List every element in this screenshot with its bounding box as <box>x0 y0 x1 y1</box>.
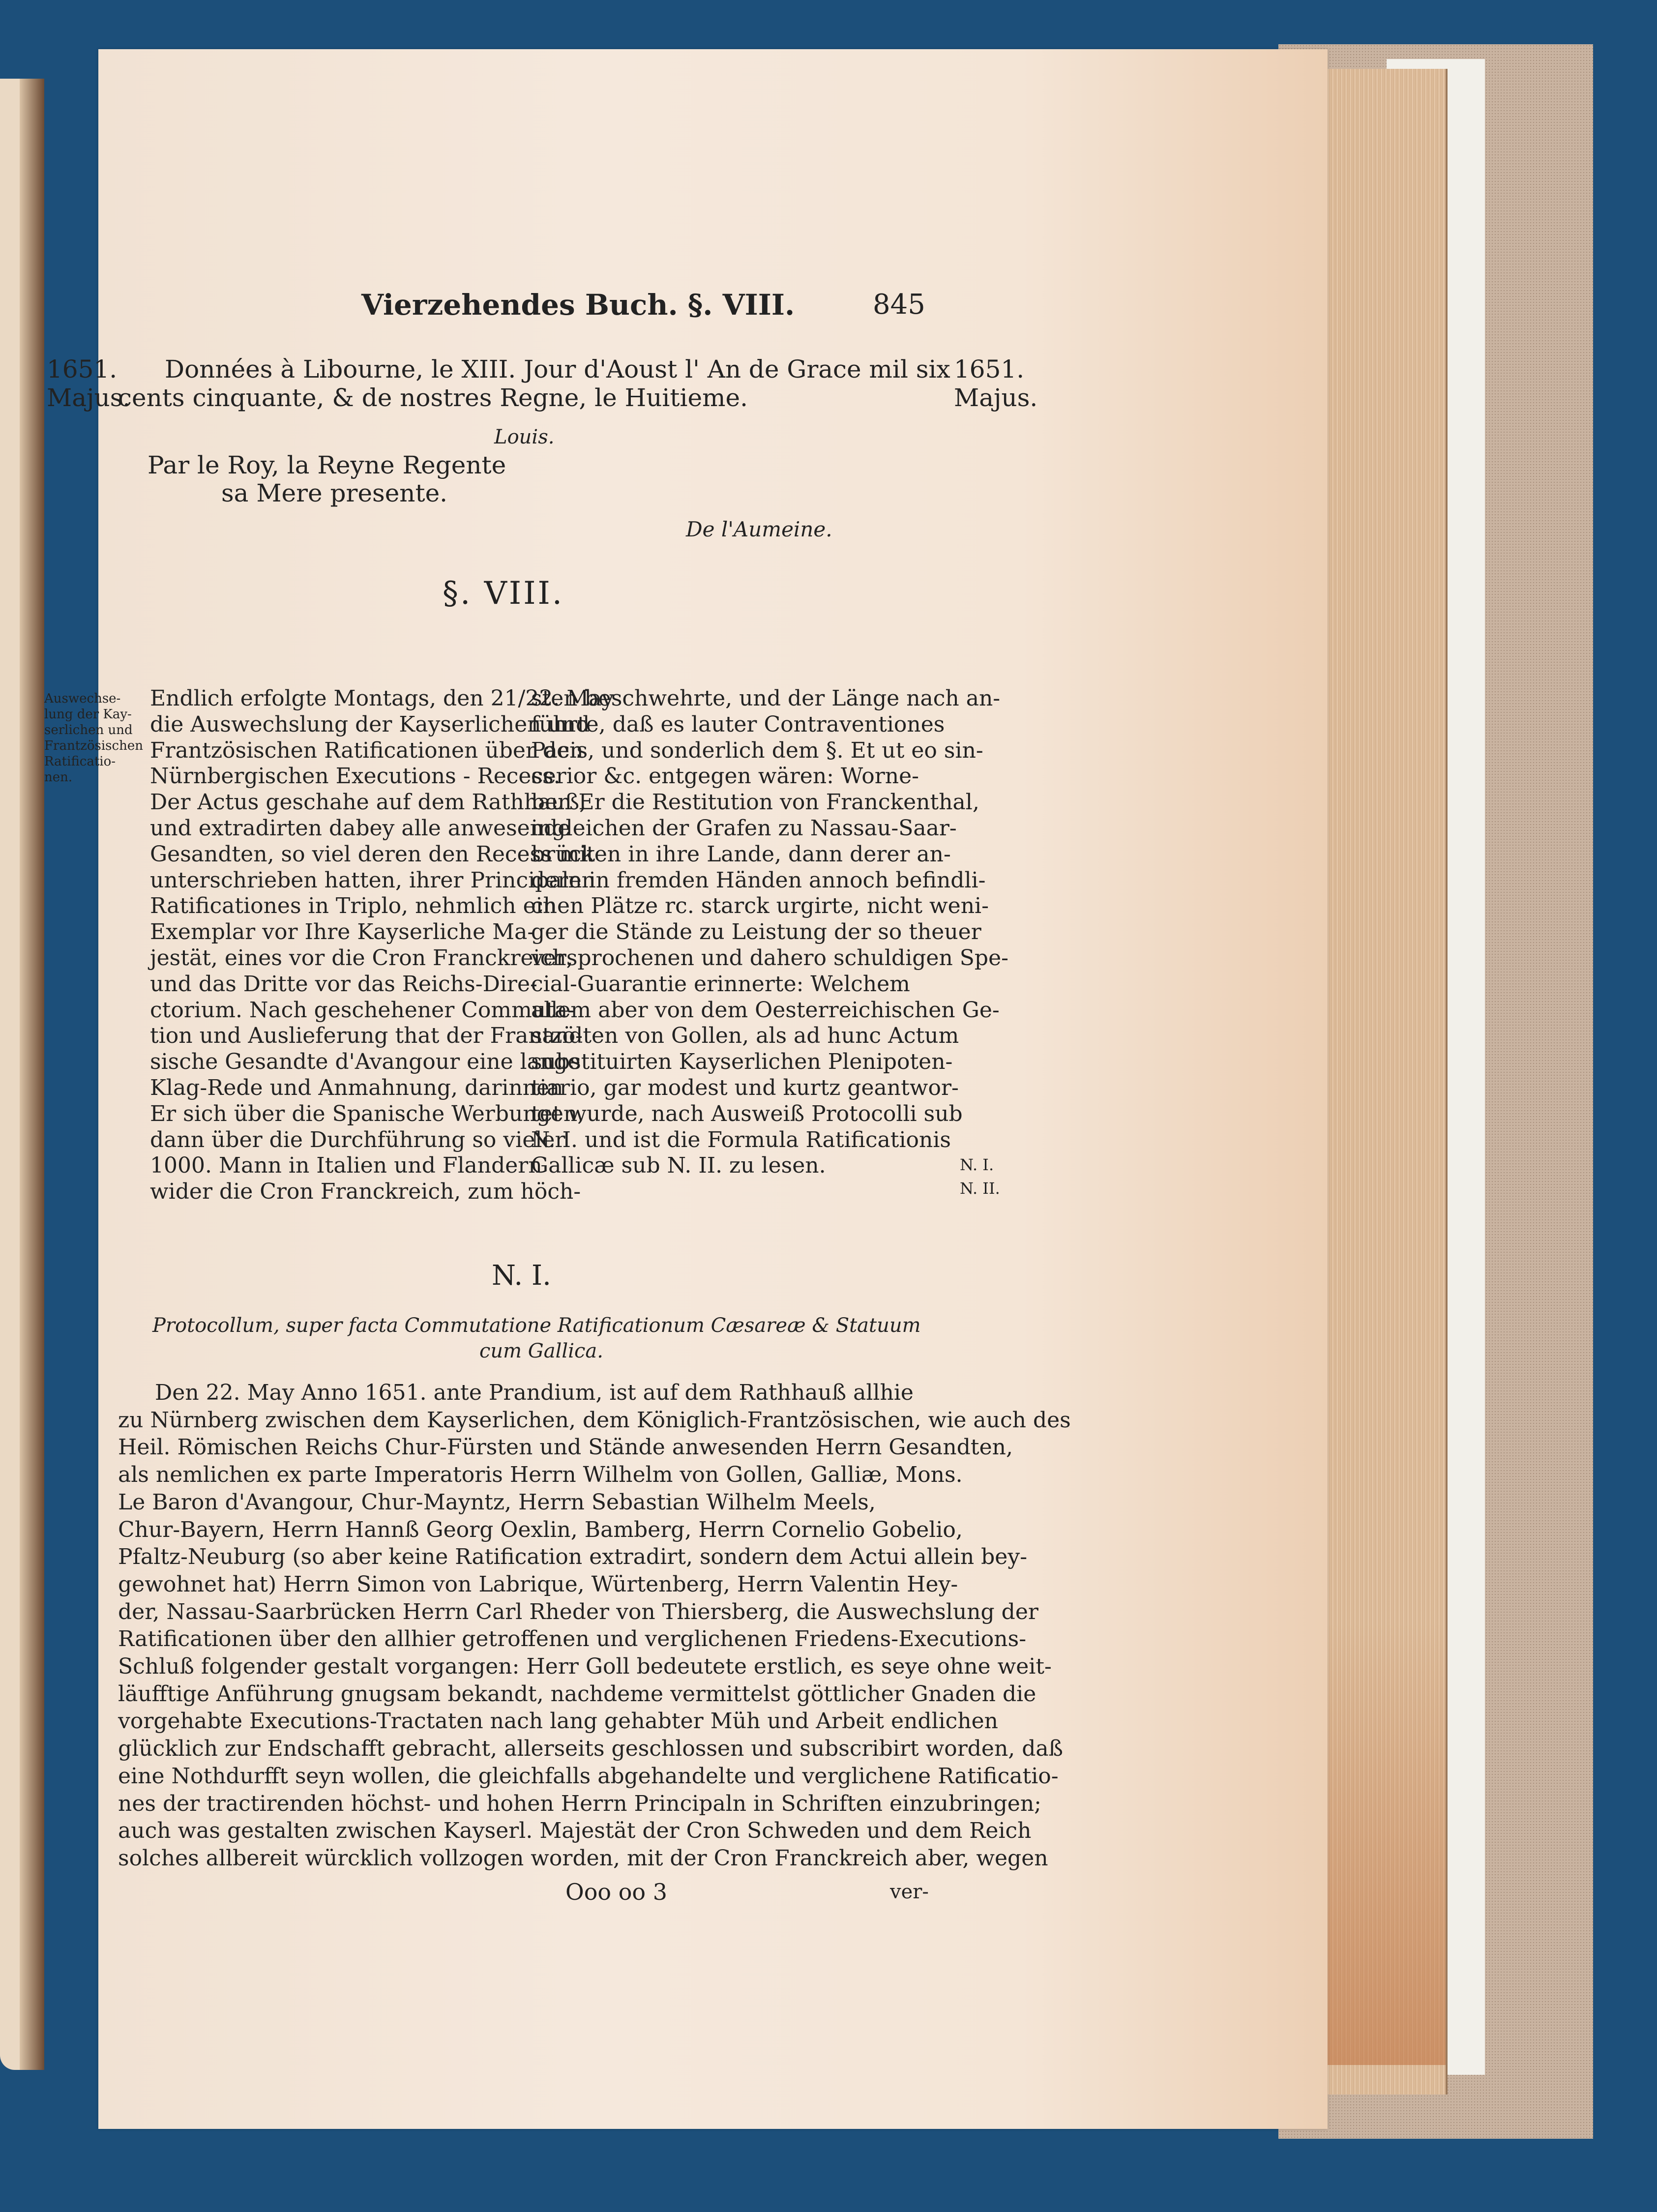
column-line: Frantzösischen Ratificationen über den <box>150 737 584 763</box>
body-line: Le Baron d'Avangour, Chur-Mayntz, Herrn Sebastian Wilhelm Meels, <box>118 1489 876 1515</box>
column-line: ben Er die Restitution von Franckenthal, <box>531 790 979 815</box>
countersignature: De l'Aumeine. <box>686 517 832 541</box>
book-page <box>44 49 1328 2129</box>
signature-mark: Ooo oo 3 <box>565 1879 667 1905</box>
column-line: chen Plätze rc. starck urgirte, nicht weni- <box>531 893 989 919</box>
margin-ref-n1: N. I. <box>960 1155 994 1174</box>
protocol-title-line-1: Protocollum, super facta Commutatione Ratificationum Cæsareæ & Statuum <box>152 1314 921 1337</box>
column-line: Klag-Rede und Anmahnung, darinnen <box>150 1075 563 1100</box>
side-note-line: Frantzösischen <box>44 738 143 753</box>
body-line: auch was gestalten zwischen Kayserl. Majestät der Cron Schweden und dem Reich <box>118 1818 1032 1844</box>
column-line: allem aber von dem Oesterreichischen Ge- <box>531 997 1000 1023</box>
column-line: tiario, gar modest und kurtz geantwor- <box>531 1075 959 1100</box>
body-line: vorgehabte Executions-Tractaten nach lang gehabter Müh und Arbeit endlichen <box>118 1709 999 1734</box>
catchword: ver- <box>890 1881 929 1903</box>
column-line: und extradirten dabey alle anwesende <box>150 815 571 841</box>
column-line: Endlich erfolgte Montags, den 21/22. May <box>150 686 614 711</box>
column-line: ctorium. Nach geschehener Commuta- <box>150 997 575 1023</box>
column-line: Pacis, und sonderlich dem §. Et ut eo sin- <box>531 737 983 763</box>
column-line: Der Actus geschahe auf dem Rathhauß, <box>150 790 587 815</box>
column-line: Er sich über die Spanische Werbungen, <box>150 1101 585 1126</box>
side-note-line: nen. <box>44 770 73 785</box>
column-right <box>531 686 1008 1179</box>
column-line: Nürnbergischen Executions - Recess. <box>150 764 561 789</box>
column-line: tion und Auslieferung that der Frantzö- <box>150 1023 583 1049</box>
body-line: Den 22. May Anno 1651. ante Prandium, ist auf dem Rathhauß allhie <box>155 1380 914 1405</box>
column-line: und das Dritte vor das Reichs-Dire- <box>150 971 537 997</box>
section-heading: §. VIII. <box>443 575 564 612</box>
page-number: 845 <box>873 289 925 321</box>
column-line: brücken in ihre Lande, dann derer an- <box>531 841 951 867</box>
column-line: ingleichen der Grafen zu Nassau-Saar- <box>531 815 957 841</box>
body-line: zu Nürnberg zwischen dem Kayserlichen, dem Königlich-Frantzösischen, wie auch des <box>118 1407 1071 1433</box>
document-heading: N. I. <box>492 1260 551 1292</box>
column-line: ger die Stände zu Leistung der so theuer <box>531 919 981 945</box>
column-line: sandten von Gollen, als ad hunc Actum <box>531 1023 959 1049</box>
column-left <box>150 686 614 1205</box>
column-line: dern in fremden Händen annoch befindli- <box>531 867 986 893</box>
body-line: Schluß folgender gestalt vorgangen: Herr Goll bedeutete erstlich, es seye ohne weit- <box>118 1654 1052 1680</box>
column-line: wider die Cron Franckreich, zum höch- <box>150 1179 581 1205</box>
column-line: N. I. und ist die Formula Ratificationis <box>531 1127 951 1152</box>
side-note-line: lung der Kay- <box>44 707 132 722</box>
body-line: nes der tractirenden höchst- und hohen Herrn Principaln in Schriften einzubringen; <box>118 1791 1041 1816</box>
body-line: Pfaltz-Neuburg (so aber keine Ratification extradirt, sondern dem Actui allein bey- <box>118 1544 1028 1570</box>
side-note-line: Ratificatio- <box>44 754 116 769</box>
body-line: Heil. Römischen Reichs Chur-Fürsten und Stände anwesenden Herrn Gesandten, <box>118 1435 1013 1460</box>
body-line: eine Nothdurfft seyn wollen, die gleichfalls abgehandelte und verglichene Ratificatio- <box>118 1763 1059 1789</box>
signature-louis: Louis. <box>494 426 555 448</box>
body-line: glücklich zur Endschafft gebracht, allerseits geschlossen und subscribirt worden, daß <box>118 1736 1064 1762</box>
body-line: gewohnet hat) Herrn Simon von Labrique, Würtenberg, Herrn Valentin Hey- <box>118 1571 958 1597</box>
column-line: Ratificationes in Triplo, nehmlich ein <box>150 893 557 919</box>
column-line: sische Gesandte d'Avangour eine lange <box>150 1049 581 1075</box>
column-line: Gesandten, so viel deren den Recess mit <box>150 841 595 867</box>
par-le-roy-line-2: sa Mere presente. <box>221 479 448 507</box>
gutter-shadow <box>20 79 44 2070</box>
protocol-title-line-2: cum Gallica. <box>479 1340 603 1362</box>
column-line: 1000. Mann in Italien und Flandern <box>150 1153 542 1179</box>
opening-line-2: cents cinquante, & de nostres Regne, le Huitieme. <box>118 383 748 412</box>
side-note-line: serlichen und <box>44 723 133 737</box>
column-line: substituirten Kayserlichen Plenipoten- <box>531 1049 953 1075</box>
column-line: dann über die Durchführung so vieler <box>150 1127 565 1152</box>
body-line: Chur-Bayern, Herrn Hannß Georg Oexlin, Bamberg, Herrn Cornelio Gobelio, <box>118 1517 963 1542</box>
margin-ref-n2: N. II. <box>960 1179 1000 1198</box>
par-le-roy-line-1: Par le Roy, la Reyne Regente <box>148 451 506 479</box>
body-line: Ratificationen über den allhier getroffenen und verglichenen Friedens-Executions- <box>118 1626 1027 1652</box>
column-line: sten beschwehrte, und der Länge nach an- <box>531 686 1001 711</box>
column-line: jestät, eines vor die Cron Franckreich, <box>150 945 573 971</box>
column-line: versprochenen und dahero schuldigen Spe- <box>531 945 1008 971</box>
margin-year-left: 1651. <box>47 355 118 383</box>
margin-year-right: 1651. <box>954 355 1025 383</box>
column-line: führte, daß es lauter Contraventiones <box>531 711 945 737</box>
margin-month-right: Majus. <box>954 383 1038 412</box>
column-line: unterschrieben hatten, ihrer Principalen <box>150 867 596 893</box>
running-head: Vierzehendes Buch. §. VIII. <box>361 288 795 322</box>
column-line: Exemplar vor Ihre Kayserliche Ma- <box>150 919 535 945</box>
column-line: cerior &c. entgegen wären: Worne- <box>531 764 919 789</box>
column-line: cial-Guarantie erinnerte: Welchem <box>531 971 910 997</box>
column-line: Gallicæ sub N. II. zu lesen. <box>531 1153 826 1179</box>
margin-month-left: Majus. <box>47 383 131 412</box>
body-line: als nemlichen ex parte Imperatoris Herrn Wilhelm von Gollen, Galliæ, Mons. <box>118 1462 963 1488</box>
column-line: die Auswechslung der Kayserlichen und <box>150 711 590 737</box>
body-line: solches allbereit würcklich vollzogen worden, mit der Cron Franckreich aber, wegen <box>118 1845 1048 1871</box>
column-line: tet wurde, nach Ausweiß Protocolli sub <box>531 1101 963 1126</box>
opening-line-1: Données à Libourne, le XIII. Jour d'Aoust l' An de Grace mil six <box>165 355 950 383</box>
side-note-line: Auswechse- <box>44 691 121 706</box>
side-note <box>44 691 143 785</box>
body-line: der, Nassau-Saarbrücken Herrn Carl Rheder von Thiersberg, die Auswechslung der <box>118 1599 1038 1624</box>
body-paragraph <box>118 1379 1071 1872</box>
body-line: läufftige Anführung gnugsam bekandt, nachdeme vermittelst göttlicher Gnaden die <box>118 1681 1036 1707</box>
